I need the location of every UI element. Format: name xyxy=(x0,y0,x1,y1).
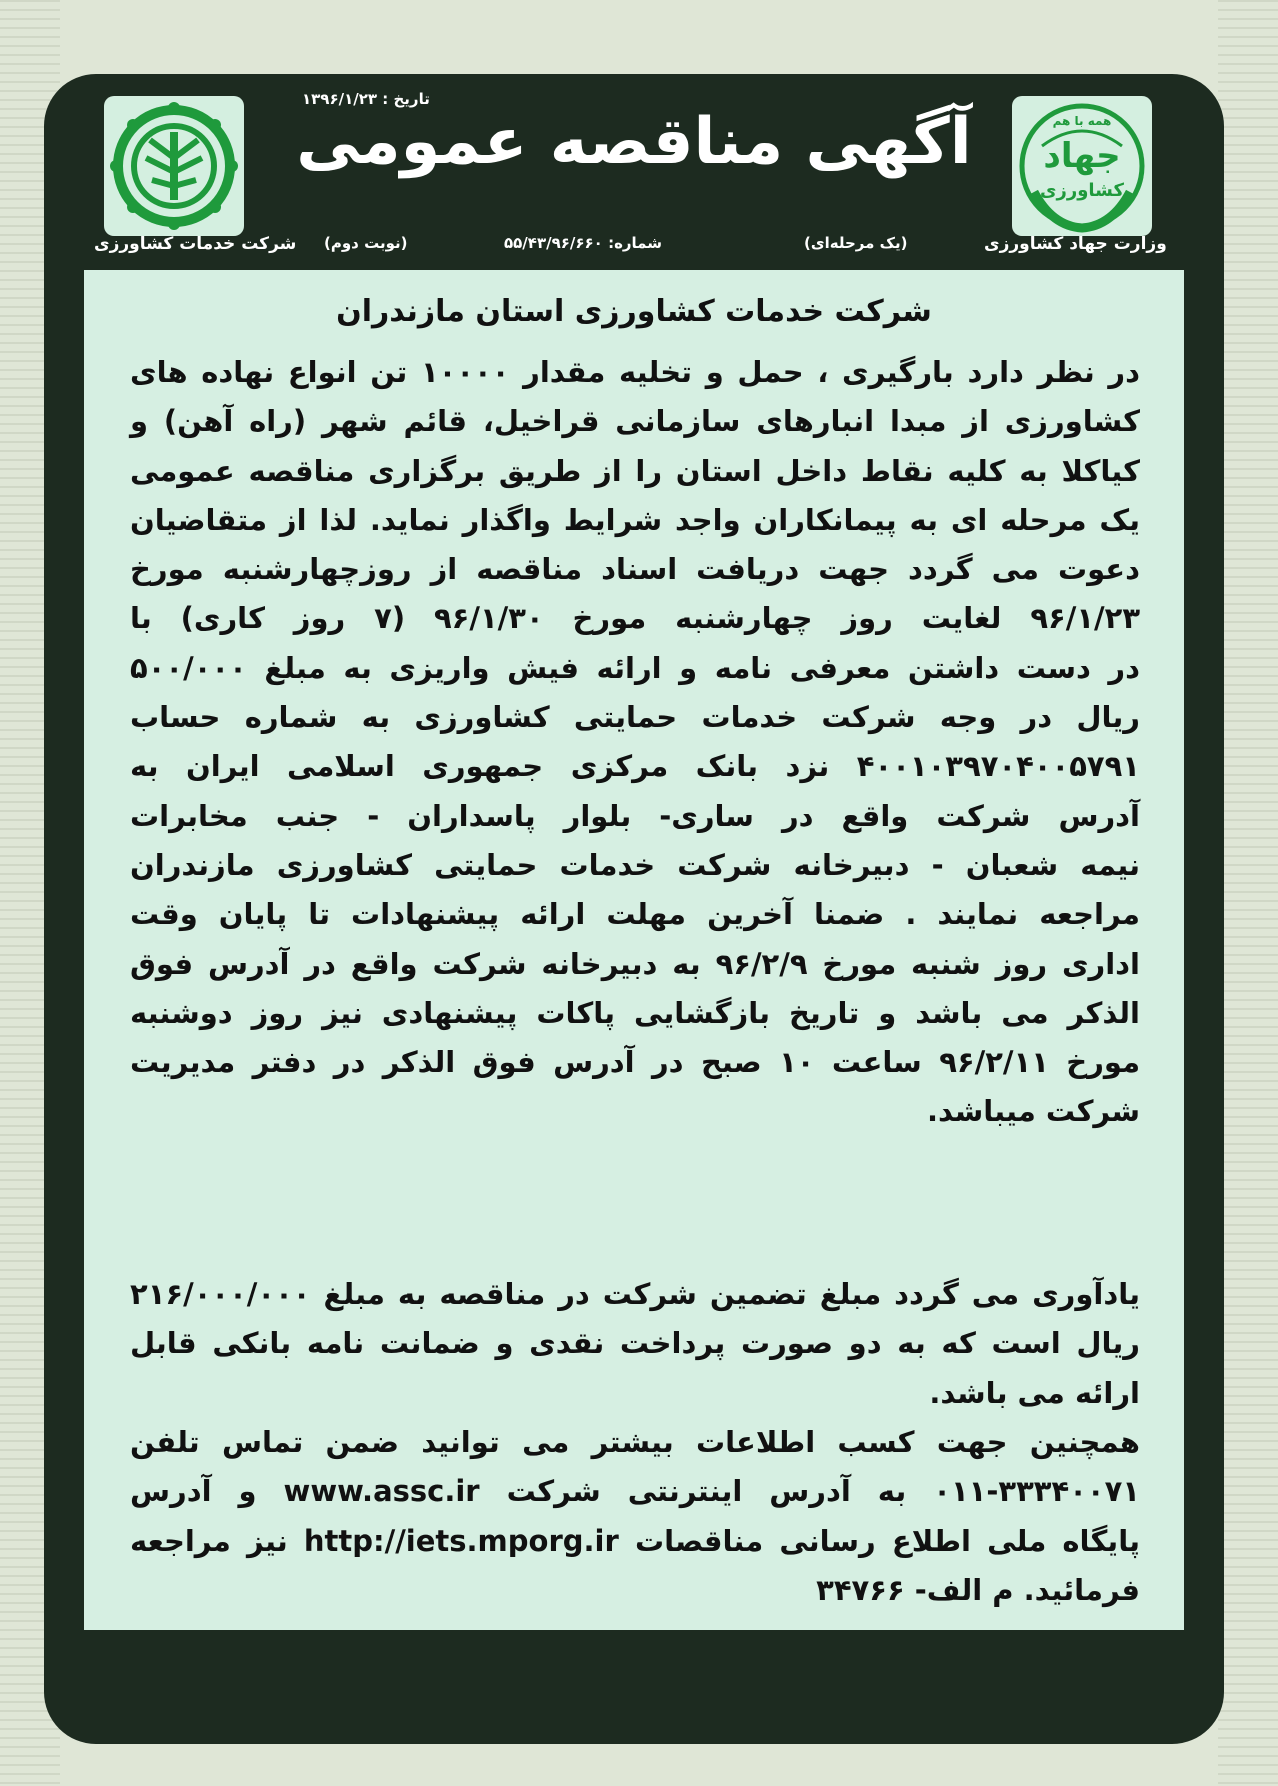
paragraph-main xyxy=(130,348,1140,1137)
text-line: آدرس شرکت واقع در ساری- بلوار پاسداران - جنب مخابرات xyxy=(130,798,1140,833)
text-line: اداری روز شنبه مورخ ۹۶/۲/۹ به دبیرخانه شرکت واقع در آدرس فوق xyxy=(130,946,1140,981)
text-line: همچنین جهت کسب اطلاعات بیشتر می توانید ضمن تماس تلفن xyxy=(130,1425,1140,1459)
text-line: الذکر می باشد و تاریخ بازگشایی پاکات پیشنهادی نیز روز دوشنبه xyxy=(130,995,1140,1030)
newspaper-background-right xyxy=(1218,0,1278,1786)
text-line: پایگاه ملی اطلاع رسانی مناقصات http://iets.mporg.ir نیز مراجعه xyxy=(130,1523,1140,1558)
text-line: یک مرحله ای به پیمانکاران واجد شرایط واگذار نماید. لذا از متقاضیان xyxy=(130,502,1140,537)
notice-header xyxy=(44,74,1224,270)
frame-footer xyxy=(44,1630,1224,1744)
logo-top-text: همه با هم xyxy=(1052,114,1112,128)
notice-title: آگهی مناقصه عمومی xyxy=(296,105,972,179)
company-heading: شرکت خدمات کشاورزی استان مازندران xyxy=(336,294,932,329)
text-line: مراجعه نمایند . ضمنا آخرین مهلت ارائه پیشنهادات تا پایان وقت xyxy=(130,897,1140,932)
text-line: ۹۶/۱/۲۳ لغایت روز چهارشنبه مورخ ۹۶/۱/۳۰ (۷ روز کاری) با xyxy=(130,601,1141,636)
tender-notice xyxy=(44,74,1224,1744)
text-line: یادآوری می گردد مبلغ تضمین شرکت در مناقصه به مبلغ ۲۱۶/۰۰۰/۰۰۰ xyxy=(130,1277,1140,1311)
text-line: در دست داشتن معرفی نامه و ارائه فیش واریزی به مبلغ ۵۰۰/۰۰۰ xyxy=(130,650,1140,685)
paragraph-contact xyxy=(130,1418,1140,1615)
notice-round: (نوبت دوم) xyxy=(324,234,408,252)
paragraph-guarantee xyxy=(130,1270,1140,1418)
text-line: کشاورزی از مبدا انبارهای سازمانی قراخیل، قائم شهر (راه آهن) و xyxy=(130,404,1140,439)
text-line: ریال است که به دو صورت پرداخت نقدی و ضمانت نامه بانکی قابل xyxy=(130,1326,1140,1361)
text-line: دعوت می گردد جهت دریافت اسناد مناقصه از روزچهارشنبه مورخ xyxy=(130,552,1140,587)
text-line: فرمائید. م الف- ۳۴۷۶۶ xyxy=(816,1572,1140,1607)
notice-date: تاریخ : ۱۳۹۶/۱/۲۳ xyxy=(302,90,430,108)
text-line: ۴۰۰۱۰۳۹۷۰۴۰۰۵۷۹۱ نزد بانک مرکزی جمهوری اسلامی ایران به xyxy=(130,749,1140,784)
company-caption: شرکت خدمات کشاورزی xyxy=(94,234,297,254)
text-line: ۰۱۱-۳۳۳۴۰۰۷۱ به آدرس اینترنتی شرکت www.assc.ir و آدرس xyxy=(130,1474,1140,1509)
notice-number: شماره: ۵۵/۴۳/۹۶/۶۶۰ xyxy=(504,234,662,252)
text-line: نیمه شعبان - دبیرخانه شرکت خدمات حمایتی کشاورزی مازندران xyxy=(130,847,1140,882)
text-line: کیاکلا به کلیه نقاط داخل استان را از طریق برگزاری مناقصه عمومی xyxy=(130,453,1140,488)
ministry-name: وزارت جهاد کشاورزی xyxy=(984,234,1167,254)
logo-bottom-text: کشاورزی xyxy=(1040,180,1124,201)
jahad-keshavarzi-logo xyxy=(1012,96,1152,236)
tender-stage: (یک مرحله‌ای) xyxy=(804,234,908,252)
text-line: در نظر دارد بارگیری ، حمل و تخلیه مقدار ۱۰۰۰۰ تن انواع نهاده های xyxy=(130,355,1140,389)
text-line: شرکت میباشد. xyxy=(926,1094,1140,1129)
logo-main-text: جهاد xyxy=(1043,136,1121,176)
agricultural-services-logo xyxy=(104,96,244,236)
text-line: مورخ ۹۶/۲/۱۱ ساعت ۱۰ صبح در آدرس فوق الذکر در دفتر مدیریت xyxy=(130,1045,1141,1080)
text-line: ارائه می باشد. xyxy=(929,1375,1140,1410)
text-line: ریال در وجه شرکت خدمات حمایتی کشاورزی به شماره حساب xyxy=(130,700,1140,735)
notice-body xyxy=(84,270,1184,1630)
